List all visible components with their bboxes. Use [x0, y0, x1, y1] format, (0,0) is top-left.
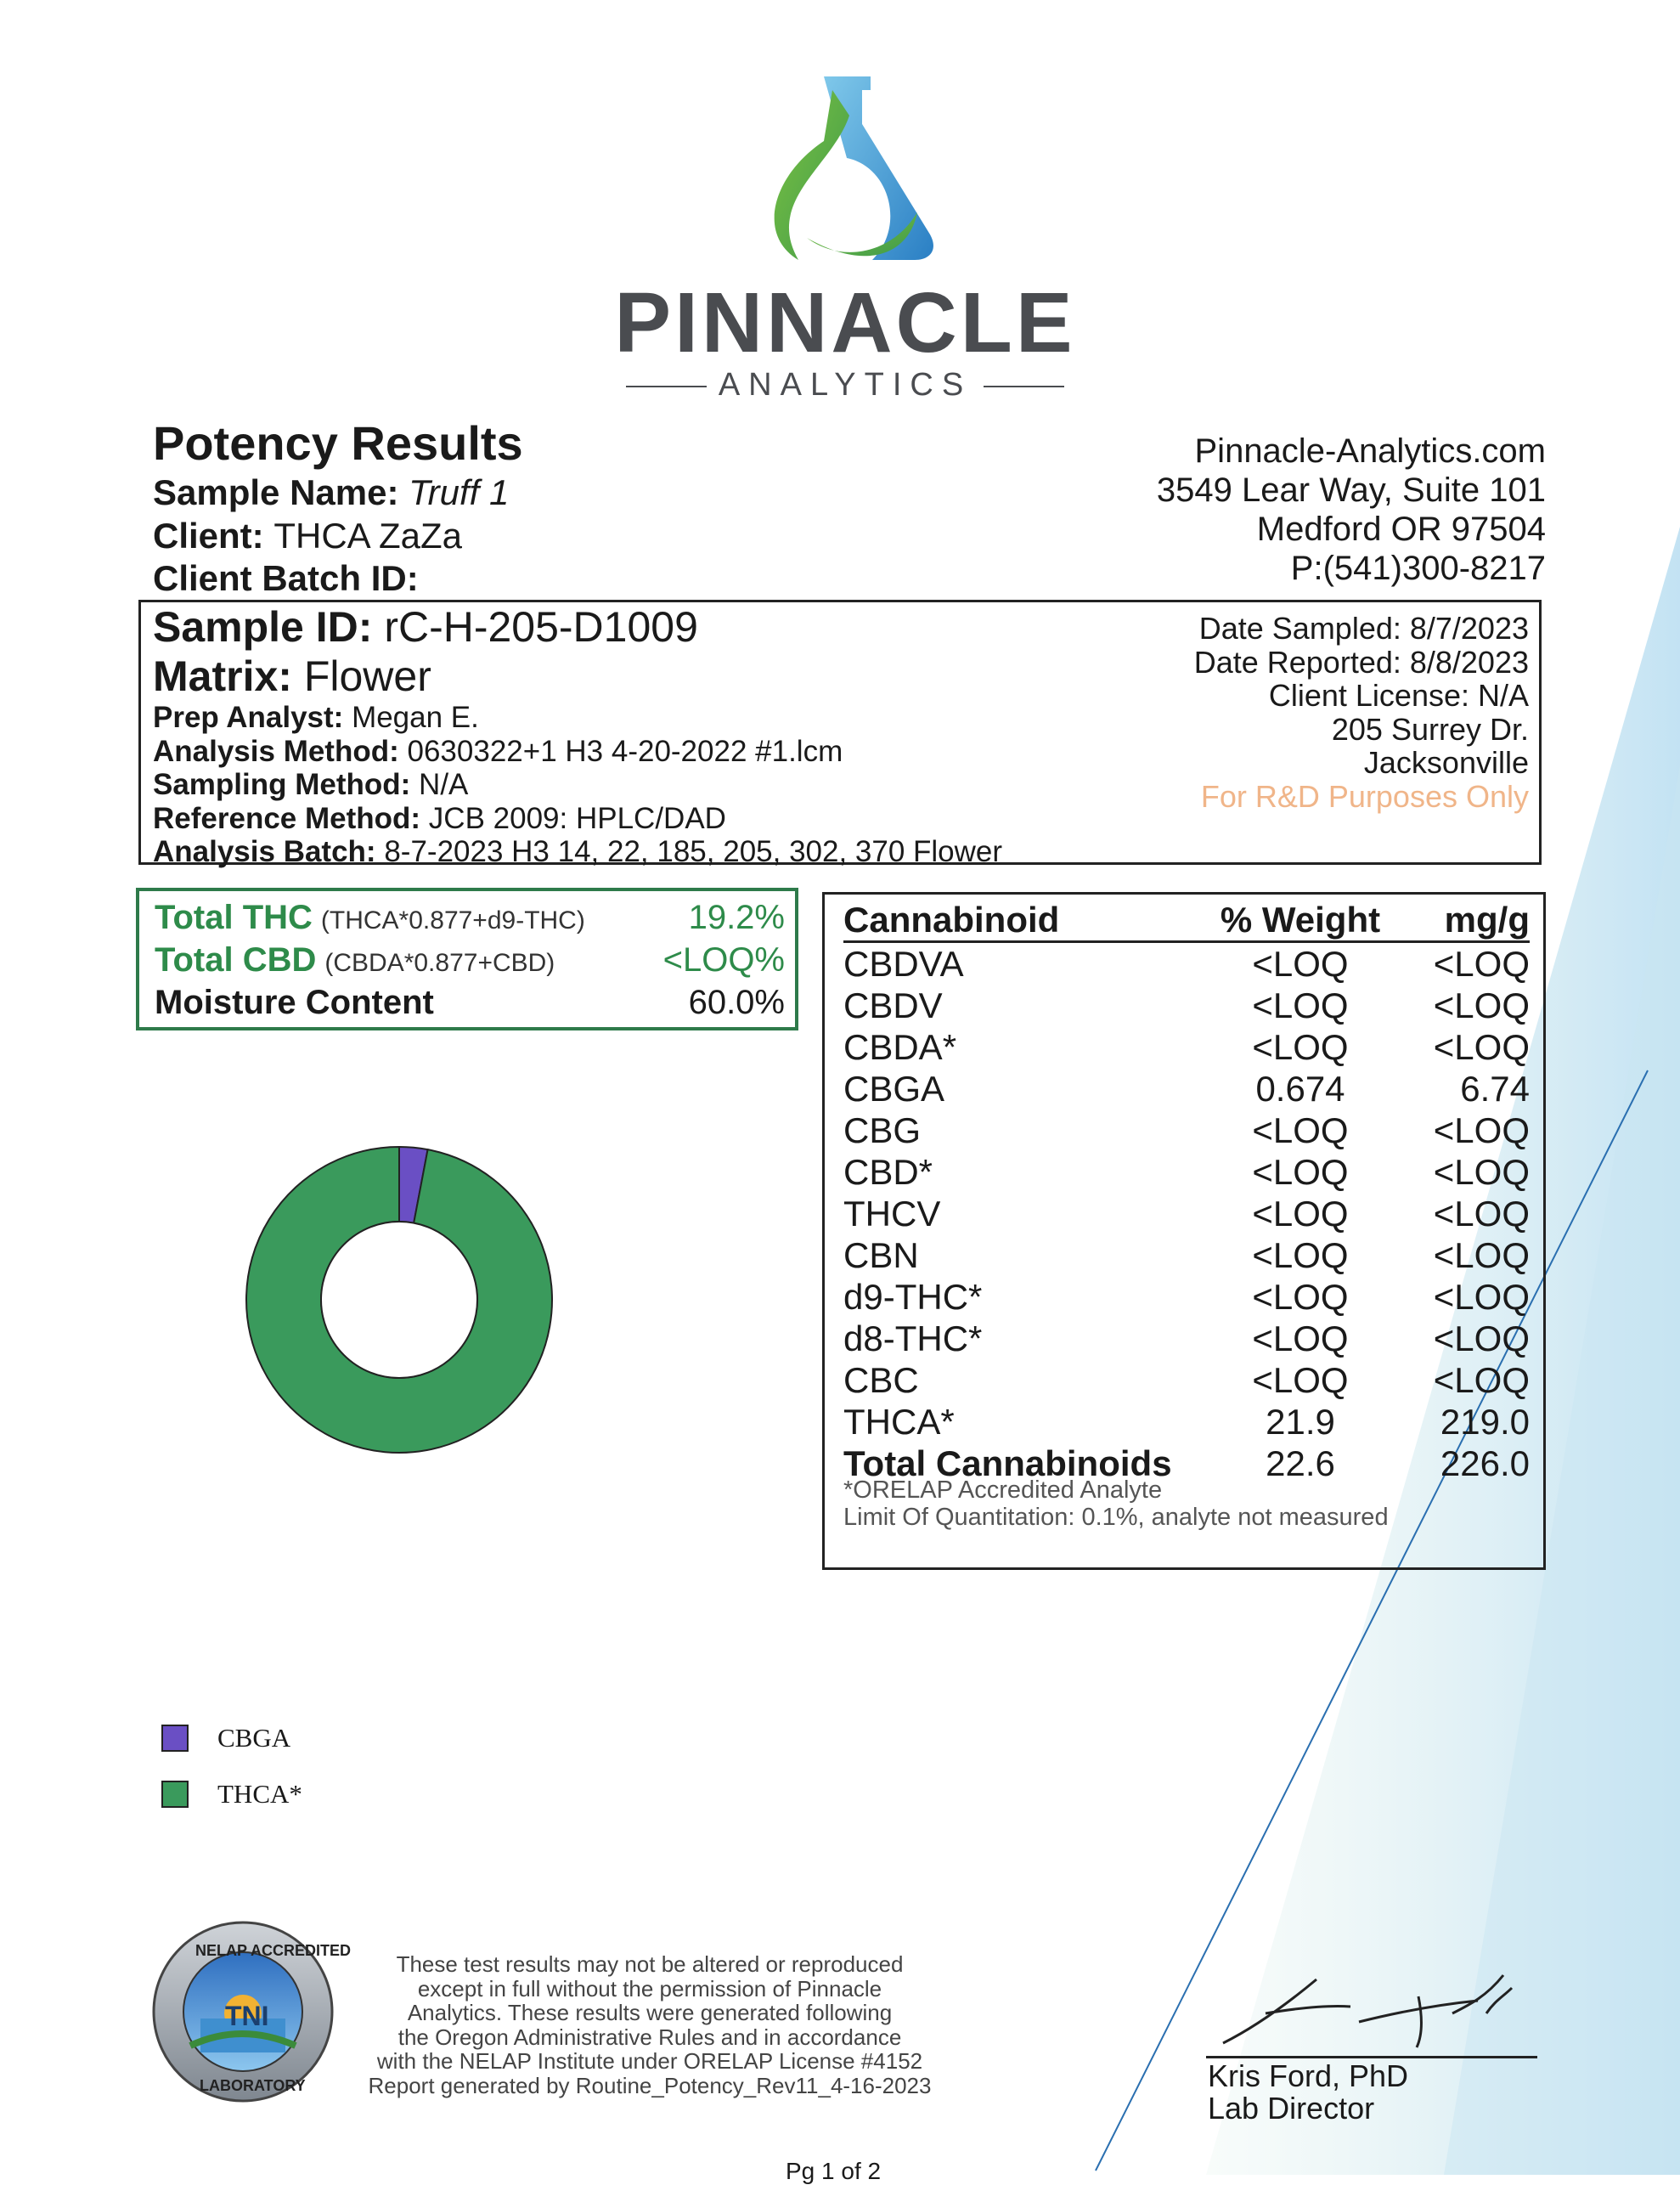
moisture-label: Moisture Content [155, 984, 434, 1021]
total-cbd-label-group [155, 941, 555, 980]
disclaimer-line: the Oregon Administrative Rules and in accordance [397, 2024, 902, 2050]
signer-block [1208, 2060, 1408, 2125]
table-row [843, 1193, 1530, 1234]
total-cbd-row [155, 939, 785, 981]
matrix-label: Matrix: [153, 652, 292, 700]
brand-name: PINNACLE [614, 275, 1076, 370]
lab-contact [1019, 432, 1546, 588]
cannabinoid-name-cell: THCA* [843, 1401, 955, 1442]
cannabinoid-name-cell: CBD* [843, 1151, 933, 1192]
table-row [843, 1276, 1530, 1318]
client-batch-row [153, 557, 523, 600]
prep-analyst-row [153, 701, 1002, 735]
signer-name: Kris Ford, PhD [1208, 2058, 1409, 2093]
reference-method-label: Reference Method: [153, 801, 421, 835]
prep-analyst-label: Prep Analyst: [153, 701, 344, 734]
mg-per-g-cell: <LOQ [1433, 1276, 1530, 1317]
sample-id-row [153, 603, 1002, 652]
mg-per-g-cell: 226.0 [1440, 1443, 1530, 1483]
cannabinoid-table-box [822, 892, 1546, 1570]
cannabinoid-name-cell: CBDA* [843, 1026, 957, 1067]
date-sampled: Date Sampled: 8/7/2023 [1198, 611, 1529, 646]
cannabinoid-table [843, 900, 1530, 1484]
sample-name-row [153, 471, 523, 514]
percent-weight-cell: <LOQ [1252, 1151, 1349, 1192]
col-mg-per-g: mg/g [1402, 900, 1530, 942]
table-body [843, 942, 1530, 1485]
table-row [843, 1234, 1530, 1276]
col-percent-weight: % Weight [1198, 900, 1402, 942]
percent-weight-cell: <LOQ [1252, 943, 1349, 984]
table-row [843, 1068, 1530, 1109]
cannabinoid-name-cell: THCV [843, 1193, 941, 1234]
reference-method-row [153, 802, 1002, 836]
table-row [843, 1359, 1530, 1401]
client-row [153, 515, 523, 557]
analysis-method-row [153, 735, 1002, 769]
mg-per-g-cell: <LOQ [1433, 943, 1530, 984]
sample-info-right [1104, 612, 1529, 814]
disclaimer-line: These test results may not be altered or reproduced [396, 1951, 904, 1977]
table-row [843, 1151, 1530, 1193]
cannabinoid-name-cell: d8-THC* [843, 1318, 983, 1358]
mg-per-g-cell: <LOQ [1433, 1193, 1530, 1234]
sampling-method-value: N/A [419, 768, 469, 802]
page-title: Potency Results [153, 416, 523, 470]
percent-weight-cell: <LOQ [1252, 1026, 1349, 1067]
sample-id-value: rC-H-205-D1009 [384, 603, 698, 651]
seal-top-text: NELAP ACCREDITED [195, 1942, 352, 1959]
accredited-note: *ORELAP Accredited Analyte [843, 1476, 1163, 1504]
mg-per-g-cell: <LOQ [1433, 1359, 1530, 1400]
percent-weight-cell: <LOQ [1252, 1359, 1349, 1400]
sample-info-left [153, 603, 1002, 869]
sampling-method-label: Sampling Method: [153, 768, 411, 802]
total-cbd-formula: (CBDA*0.877+CBD) [324, 949, 555, 977]
sampling-method-row [153, 768, 1002, 802]
cannabinoid-donut-chart [238, 1138, 561, 1461]
total-thc-value: 19.2% [688, 899, 785, 936]
signature-image [1206, 1962, 1546, 2056]
total-thc-label-group [155, 899, 585, 937]
table-row [843, 1318, 1530, 1359]
client-label: Client: [153, 515, 264, 556]
lab-website[interactable]: Pinnacle-Analytics.com [1194, 432, 1546, 470]
seal-center-text: TNI [225, 2001, 269, 2031]
percent-weight-cell: <LOQ [1252, 1318, 1349, 1358]
total-thc-label: Total THC [155, 899, 313, 936]
seal-bottom-text: LABORATORY [200, 2077, 306, 2094]
mg-per-g-cell: <LOQ [1433, 1109, 1530, 1150]
sample-id-label: Sample ID: [153, 603, 373, 651]
percent-weight-cell: <LOQ [1252, 1193, 1349, 1234]
mg-per-g-cell: <LOQ [1433, 1234, 1530, 1275]
percent-weight-cell: 22.6 [1266, 1443, 1335, 1483]
cannabinoid-name-cell: CBN [843, 1234, 919, 1275]
cannabinoid-name-cell: CBG [843, 1109, 922, 1150]
signer-title: Lab Director [1208, 2090, 1375, 2126]
date-reported: Date Reported: 8/8/2023 [1193, 644, 1529, 680]
lab-address-line1: 3549 Lear Way, Suite 101 [1156, 471, 1546, 509]
analysis-batch-label: Analysis Batch: [153, 835, 376, 869]
percent-weight-cell: <LOQ [1252, 985, 1349, 1025]
loq-note: Limit Of Quantitation: 0.1%, analyte not measured [843, 1503, 1389, 1531]
sample-name-label: Sample Name: [153, 472, 399, 513]
matrix-value: Flower [303, 652, 431, 700]
reference-method-value: JCB 2009: HPLC/DAD [428, 801, 726, 835]
percent-weight-cell: <LOQ [1252, 1109, 1349, 1150]
brand-subtitle: ANALYTICS [586, 367, 1104, 404]
cannabinoid-name-cell: CBDV [843, 985, 943, 1025]
analysis-method-label: Analysis Method: [153, 734, 399, 768]
total-cbd-label: Total CBD [155, 941, 317, 979]
client-batch-label: Client Batch ID: [153, 557, 419, 598]
disclaimer-line: Report generated by Routine_Potency_Rev11_4-16-2023 [368, 2072, 932, 2098]
percent-weight-cell: 0.674 [1255, 1068, 1345, 1109]
analysis-batch-value: 8-7-2023 H3 14, 22, 185, 205, 302, 370 Flower [384, 835, 1003, 869]
client-city: Jacksonville [1363, 745, 1529, 781]
client-street: 205 Surrey Dr. [1331, 711, 1529, 747]
table-header-row [843, 900, 1530, 942]
moisture-row [155, 981, 785, 1024]
lab-address-line2: Medford OR 97504 [1256, 511, 1546, 548]
cannabinoid-name-cell: CBC [843, 1359, 919, 1400]
disclaimer-line: Analytics. These results were generated following [407, 2000, 893, 2026]
mg-per-g-cell: <LOQ [1433, 1151, 1530, 1192]
total-thc-row [155, 896, 785, 939]
matrix-row [153, 652, 1002, 702]
table-row [843, 942, 1530, 985]
percent-weight-cell: 21.9 [1266, 1401, 1335, 1442]
table-row [843, 985, 1530, 1026]
legend-swatch [161, 1725, 189, 1752]
legend-label: THCA* [217, 1779, 302, 1809]
totals-box [136, 888, 798, 1030]
mg-per-g-cell: 6.74 [1460, 1068, 1530, 1109]
percent-weight-cell: <LOQ [1252, 1276, 1349, 1317]
disclaimer-line: except in full without the permission of Pinnacle [417, 1975, 882, 2002]
legend-swatch [161, 1781, 189, 1808]
cannabinoid-name-cell: d9-THC* [843, 1276, 983, 1317]
col-cannabinoid: Cannabinoid [843, 900, 1198, 942]
prep-analyst-value: Megan E. [352, 701, 479, 734]
client-value: THCA ZaZa [273, 515, 463, 556]
table-row [843, 1109, 1530, 1151]
cannabinoid-name-cell: CBDVA [843, 943, 964, 984]
legend-label: CBGA [217, 1723, 291, 1753]
client-license: Client License: N/A [1268, 678, 1529, 714]
moisture-value: 60.0% [688, 984, 785, 1021]
sample-name-value: Truff 1 [409, 472, 510, 513]
mg-per-g-cell: 219.0 [1440, 1401, 1530, 1442]
disclaimer [344, 1952, 956, 2098]
table-row [843, 1401, 1530, 1443]
table-notes [843, 1477, 1389, 1532]
total-cbd-value: <LOQ% [662, 941, 785, 979]
percent-weight-cell: <LOQ [1252, 1234, 1349, 1275]
disclaimer-line: with the NELAP Institute under ORELAP License #4152 [376, 2048, 923, 2075]
analysis-batch-row [153, 835, 1002, 869]
lab-phone: P:(541)300-8217 [1290, 550, 1546, 587]
mg-per-g-cell: <LOQ [1433, 985, 1530, 1025]
total-thc-formula: (THCA*0.877+d9-THC) [320, 906, 585, 934]
report-header [153, 415, 523, 600]
purpose-note: For R&D Purposes Only [1200, 778, 1529, 814]
table-row [843, 1026, 1530, 1068]
mg-per-g-cell: <LOQ [1433, 1318, 1530, 1358]
analysis-method-value: 0630322+1 H3 4-20-2022 #1.lcm [407, 734, 843, 768]
cannabinoid-name-cell: Total Cannabinoids [843, 1443, 1172, 1483]
donut-hole [321, 1222, 477, 1378]
page-number: Pg 1 of 2 [786, 2158, 882, 2184]
mg-per-g-cell: <LOQ [1433, 1026, 1530, 1067]
cannabinoid-name-cell: CBGA [843, 1068, 945, 1109]
